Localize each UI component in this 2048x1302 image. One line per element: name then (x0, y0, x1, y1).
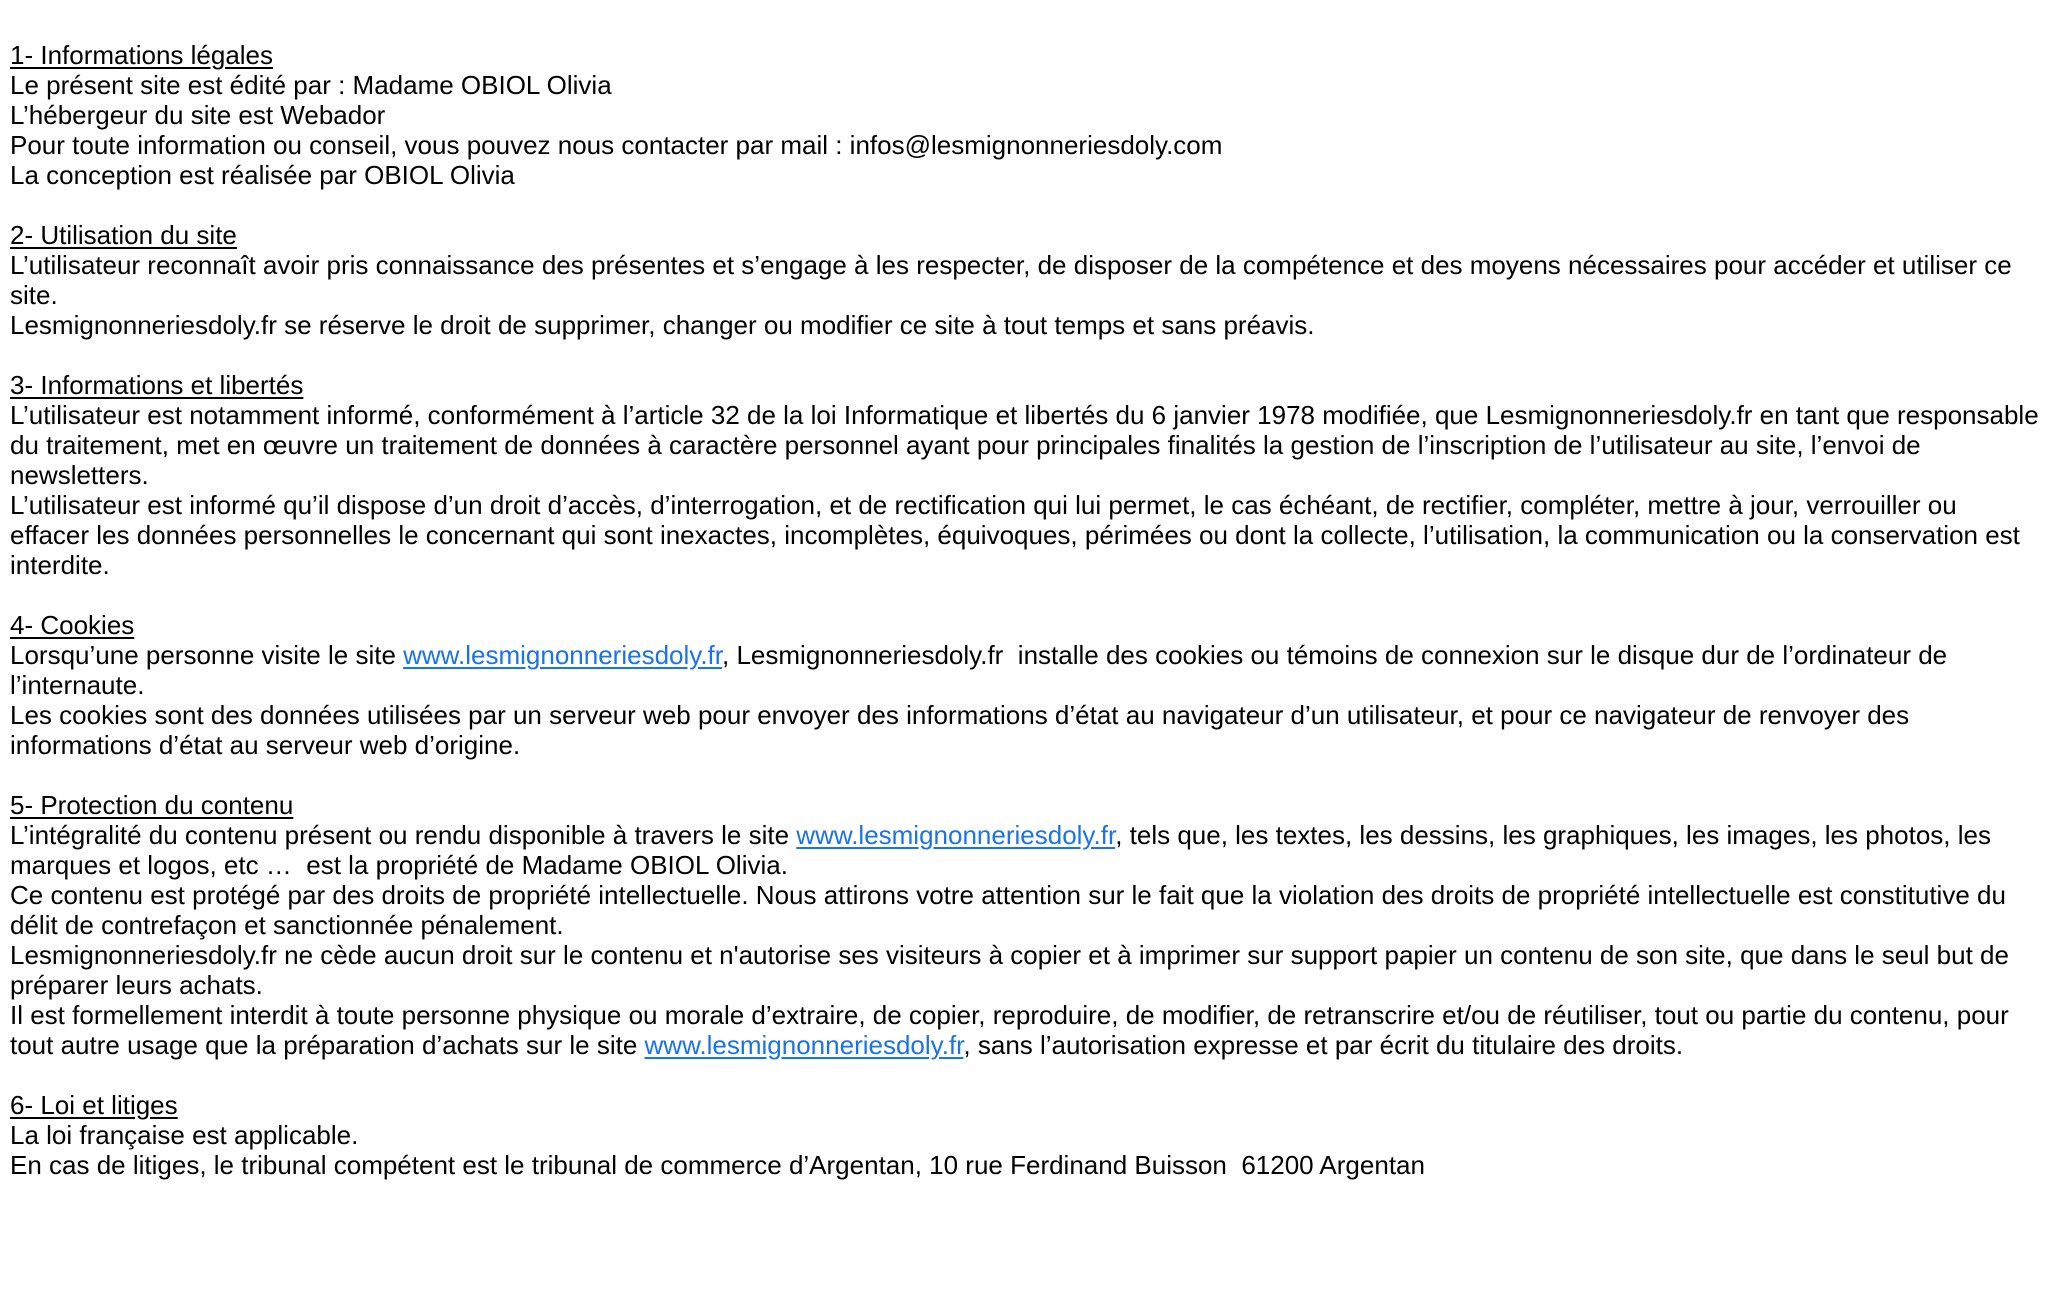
paragraph: La loi française est applicable. (10, 1120, 359, 1150)
paragraph: Ce contenu est protégé par des droits de propriété intellectuelle. Nous attirons votre attention sur le fait que la violation des droits de propriété intellectuelle est constitutive du délit de contrefaçon et sanctionnée pénalement. (10, 880, 2014, 940)
paragraph: Les cookies sont des données utilisées par un serveur web pour envoyer des informations d’état au navigateur d’un utilisateur, et pour ce navigateur de renvoyer des informations d’état au serveur web d’origine. (10, 700, 1917, 760)
section-heading: 5- Protection du contenu (10, 790, 294, 820)
section-heading: 6- Loi et litiges (10, 1090, 178, 1120)
paragraph: L’intégralité du contenu présent ou rendu disponible à travers le site www.lesmignonneriesdoly.fr, tels que, les textes, les dessins, les graphiques, les images, les photos, les marques et logos, etc … est la propriété de Madame OBIOL Olivia. (10, 820, 1999, 880)
section-heading: 1- Informations légales (10, 40, 274, 70)
design-line: La conception est réalisée par OBIOL Olivia (10, 160, 515, 190)
section-data-privacy (10, 370, 2046, 580)
paragraph: Lesmignonneriesdoly.fr se réserve le droit de supprimer, changer ou modifier ce site à tout temps et sans préavis. (10, 310, 1315, 340)
host-line: L’hébergeur du site est Webador (10, 100, 386, 130)
site-link[interactable]: www.lesmignonneriesdoly.fr (796, 820, 1116, 850)
paragraph: Il est formellement interdit à toute personne physique ou morale d’extraire, de copier, reproduire, de modifier, de retranscrire et/ou de réutiliser, tout ou partie du contenu, pour tout autre usage que la préparation d’achats sur le site www.lesmignonneriesdoly.fr, sans l’autorisation expresse et par écrit du titulaire des droits. (10, 1000, 2017, 1060)
contact-line: Pour toute information ou conseil, vous pouvez nous contacter par mail : infos@lesmignonneriesdoly.com (10, 130, 1223, 160)
section-cookies (10, 610, 2040, 760)
section-content-protection (10, 790, 2040, 1060)
paragraph: En cas de litiges, le tribunal compétent est le tribunal de commerce d’Argentan, 10 rue Ferdinand Buisson 61200 Argentan (10, 1150, 1425, 1180)
section-legal-information (10, 40, 2040, 190)
paragraph: Lorsqu’une personne visite le site www.lesmignonneriesdoly.fr, Lesmignonneriesdoly.fr installe des cookies ou témoins de connexion sur le disque dur de l’ordinateur de l’internaute. (10, 640, 1955, 700)
publisher-line: Le présent site est édité par : Madame OBIOL Olivia (10, 70, 612, 100)
section-law-disputes (10, 1090, 2040, 1180)
paragraph: L’utilisateur reconnaît avoir pris connaissance des présentes et s’engage à les respecter, de disposer de la compétence et des moyens nécessaires pour accéder et utiliser ce site. (10, 250, 2019, 310)
section-site-usage (10, 220, 2040, 340)
paragraph: L’utilisateur est notamment informé, conformément à l’article 32 de la loi Informatique et libertés du 6 janvier 1978 modifiée, que Lesmignonneriesdoly.fr en tant que responsable du traitement, met en œuvre un traitement de données à caractère personnel ayant pour principales finalités la gestion de l’inscription de l’utilisateur au site, l’envoi de newsletters. (10, 400, 2046, 490)
site-link[interactable]: www.lesmignonneriesdoly.fr (403, 640, 723, 670)
section-heading: 3- Informations et libertés (10, 370, 304, 400)
section-heading: 4- Cookies (10, 610, 135, 640)
paragraph: L’utilisateur est informé qu’il dispose d’un droit d’accès, d’interrogation, et de rectification qui lui permet, le cas échéant, de rectifier, compléter, mettre à jour, verrouiller ou effacer les données personnelles le concernant qui sont inexactes, incomplètes, équivoques, périmées ou dont la collecte, l’utilisation, la communication ou la conservation est interdite. (10, 490, 2028, 580)
section-heading: 2- Utilisation du site (10, 220, 237, 250)
site-link[interactable]: www.lesmignonneriesdoly.fr (644, 1030, 964, 1060)
paragraph: Lesmignonneriesdoly.fr ne cède aucun droit sur le contenu et n'autorise ses visiteurs à copier et à imprimer sur support papier un contenu de son site, que dans le seul but de préparer leurs achats. (10, 940, 2017, 1000)
